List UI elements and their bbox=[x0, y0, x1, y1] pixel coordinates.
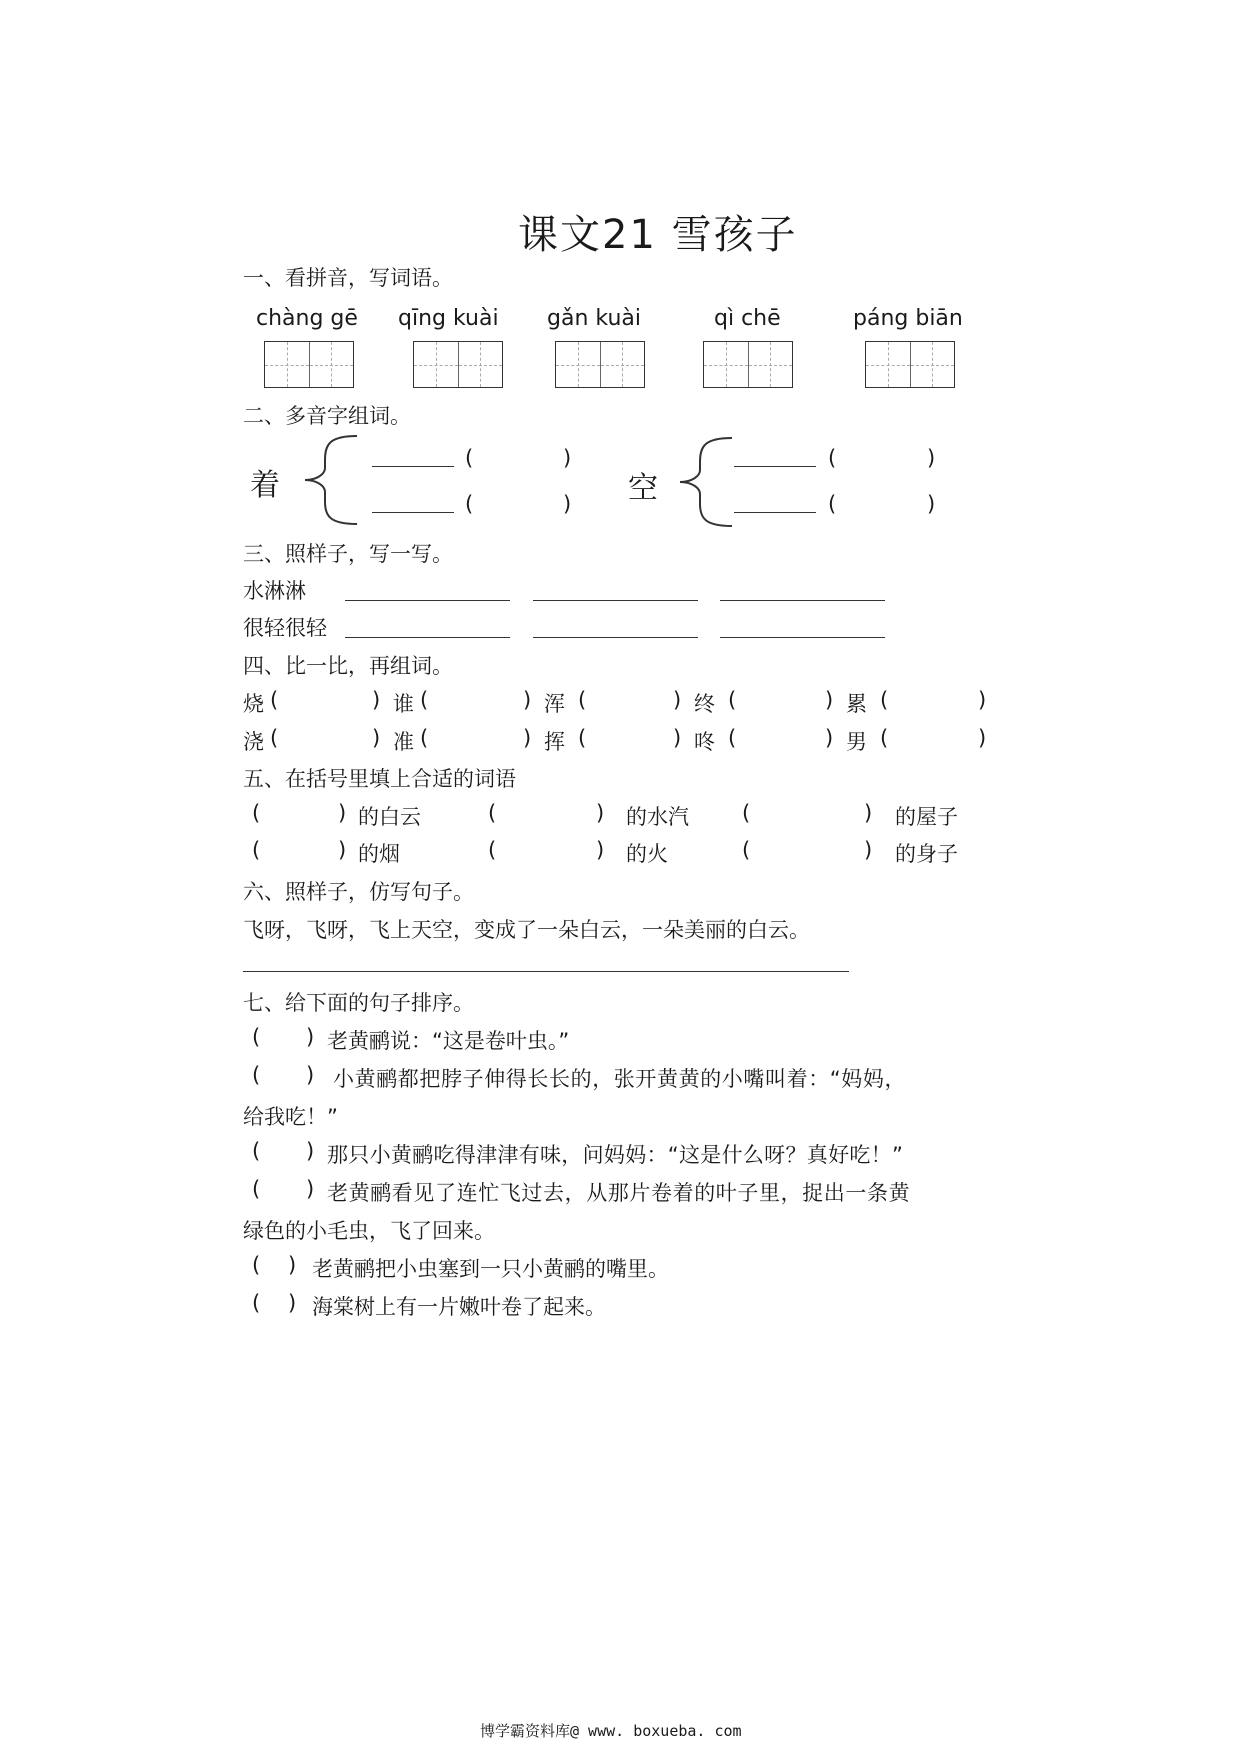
fill-phrase: 的水汽 bbox=[626, 805, 689, 829]
fill-phrase: 的火 bbox=[626, 842, 668, 866]
answer-line[interactable] bbox=[533, 637, 698, 638]
writing-grid-4[interactable] bbox=[703, 341, 793, 388]
paren-open: ( bbox=[270, 726, 279, 750]
paren-close: ) bbox=[338, 801, 347, 825]
sequence-item-continued: 绿色的小毛虫，飞了回来。 bbox=[243, 1219, 495, 1243]
sequence-item: 老黄鹂把小虫塞到一只小黄鹂的嘴里。 bbox=[312, 1257, 669, 1281]
paren-close: ) bbox=[306, 1025, 315, 1049]
paren-close: ) bbox=[306, 1139, 315, 1163]
polyphone-blank-2a[interactable] bbox=[734, 466, 816, 467]
paren-open: ( bbox=[742, 838, 751, 862]
paren-close: ) bbox=[563, 492, 572, 516]
fill-phrase: 的白云 bbox=[358, 805, 421, 829]
compare-char: 准 bbox=[393, 730, 414, 754]
paren-close: ) bbox=[978, 688, 987, 712]
sequence-item: 那只小黄鹂吃得津津有味，问妈妈：“这是什么呀？真好吃！” bbox=[327, 1143, 904, 1167]
sequence-item: 小黄鹂都把脖子伸得长长的，张开黄黄的小嘴叫着：“妈妈， bbox=[333, 1067, 907, 1091]
paren-close: ) bbox=[338, 838, 347, 862]
polyphone-char-1: 着 bbox=[250, 468, 280, 503]
fill-phrase: 的身子 bbox=[895, 842, 958, 866]
answer-line[interactable] bbox=[345, 637, 510, 638]
paren-close: ) bbox=[596, 838, 605, 862]
paren-open: ( bbox=[578, 688, 587, 712]
compare-char: 咚 bbox=[694, 730, 715, 754]
brace-1 bbox=[295, 430, 365, 530]
fill-phrase: 的屋子 bbox=[895, 805, 958, 829]
paren-open: ( bbox=[252, 1063, 261, 1087]
paren-close: ) bbox=[673, 726, 682, 750]
compare-char: 男 bbox=[846, 730, 867, 754]
polyphone-char-2: 空 bbox=[628, 471, 658, 506]
paren-open: ( bbox=[252, 1025, 261, 1049]
paren-close: ) bbox=[825, 726, 834, 750]
paren-open: ( bbox=[252, 838, 261, 862]
paren-open: ( bbox=[252, 1177, 261, 1201]
compare-char: 浇 bbox=[243, 730, 264, 754]
paren-close: ) bbox=[523, 726, 532, 750]
polyphone-blank-1b[interactable] bbox=[372, 512, 454, 513]
paren-open: ( bbox=[488, 838, 497, 862]
paren-close: ) bbox=[825, 688, 834, 712]
section-6-heading: 六、照样子，仿写句子。 bbox=[243, 880, 474, 904]
writing-grid-2[interactable] bbox=[413, 341, 503, 388]
compare-char: 累 bbox=[846, 692, 867, 716]
paren-open: ( bbox=[420, 688, 429, 712]
example-word-2: 很轻很轻 bbox=[243, 616, 327, 640]
paren-open: ( bbox=[880, 688, 889, 712]
pinyin-2: qīng kuài bbox=[398, 306, 499, 331]
paren-close: ) bbox=[864, 801, 873, 825]
sequence-item-continued: 给我吃！” bbox=[243, 1105, 338, 1129]
sequence-item: 老黄鹂看见了连忙飞过去，从那片卷着的叶子里，捉出一条黄 bbox=[327, 1181, 911, 1205]
paren-close: ) bbox=[372, 688, 381, 712]
paren-close: ) bbox=[596, 801, 605, 825]
footer-watermark: 博学霸资料库@ www. boxueba. com bbox=[480, 1722, 742, 1740]
answer-line[interactable] bbox=[720, 600, 885, 601]
paren-open: ( bbox=[728, 688, 737, 712]
compare-char: 挥 bbox=[544, 730, 565, 754]
paren-close: ) bbox=[372, 726, 381, 750]
paren-open: ( bbox=[252, 1253, 261, 1277]
pinyin-5: páng biān bbox=[853, 306, 963, 331]
paren-open: ( bbox=[420, 726, 429, 750]
paren-open: ( bbox=[828, 492, 837, 516]
paren-open: ( bbox=[728, 726, 737, 750]
compare-char: 烧 bbox=[243, 692, 264, 716]
paren-open: ( bbox=[828, 446, 837, 470]
writing-grid-5[interactable] bbox=[865, 341, 955, 388]
pinyin-1: chàng gē bbox=[256, 306, 358, 331]
example-sentence: 飞呀，飞呀，飞上天空，变成了一朵白云，一朵美丽的白云。 bbox=[243, 918, 810, 942]
answer-line[interactable] bbox=[720, 637, 885, 638]
paren-close: ) bbox=[306, 1177, 315, 1201]
section-2-heading: 二、多音字组词。 bbox=[243, 404, 411, 428]
paren-open: ( bbox=[465, 492, 474, 516]
paren-open: ( bbox=[270, 688, 279, 712]
paren-close: ) bbox=[978, 726, 987, 750]
sentence-answer-line[interactable] bbox=[243, 971, 849, 972]
section-4-heading: 四、比一比，再组词。 bbox=[243, 654, 453, 678]
paren-close: ) bbox=[523, 688, 532, 712]
paren-open: ( bbox=[465, 446, 474, 470]
paren-open: ( bbox=[880, 726, 889, 750]
pinyin-4: qì chē bbox=[714, 306, 781, 331]
paren-close: ) bbox=[288, 1291, 297, 1315]
page-title: 课文21 雪孩子 bbox=[518, 212, 798, 258]
fill-phrase: 的烟 bbox=[358, 842, 400, 866]
section-7-heading: 七、给下面的句子排序。 bbox=[243, 991, 474, 1015]
paren-open: ( bbox=[742, 801, 751, 825]
paren-open: ( bbox=[578, 726, 587, 750]
compare-char: 终 bbox=[694, 692, 715, 716]
polyphone-blank-2b[interactable] bbox=[734, 512, 816, 513]
section-1-heading: 一、看拼音，写词语。 bbox=[243, 266, 453, 290]
paren-open: ( bbox=[488, 801, 497, 825]
writing-grid-1[interactable] bbox=[264, 341, 354, 388]
section-3-heading: 三、照样子，写一写。 bbox=[243, 542, 453, 566]
compare-char: 谁 bbox=[393, 692, 414, 716]
brace-2 bbox=[670, 432, 740, 532]
answer-line[interactable] bbox=[533, 600, 698, 601]
sequence-item: 海棠树上有一片嫩叶卷了起来。 bbox=[312, 1295, 606, 1319]
paren-close: ) bbox=[927, 492, 936, 516]
paren-close: ) bbox=[864, 838, 873, 862]
writing-grid-3[interactable] bbox=[555, 341, 645, 388]
example-word-1: 水淋淋 bbox=[243, 579, 306, 603]
pinyin-3: gǎn kuài bbox=[547, 306, 641, 331]
compare-char: 浑 bbox=[544, 692, 565, 716]
paren-close: ) bbox=[927, 446, 936, 470]
paren-open: ( bbox=[252, 1291, 261, 1315]
paren-close: ) bbox=[563, 446, 572, 470]
polyphone-blank-1a[interactable] bbox=[372, 466, 454, 467]
paren-close: ) bbox=[306, 1063, 315, 1087]
section-5-heading: 五、在括号里填上合适的词语 bbox=[243, 767, 516, 791]
paren-open: ( bbox=[252, 1139, 261, 1163]
sequence-item: 老黄鹂说：“这是卷叶虫。” bbox=[327, 1029, 570, 1053]
paren-close: ) bbox=[288, 1253, 297, 1277]
paren-close: ) bbox=[673, 688, 682, 712]
answer-line[interactable] bbox=[345, 600, 510, 601]
paren-open: ( bbox=[252, 801, 261, 825]
